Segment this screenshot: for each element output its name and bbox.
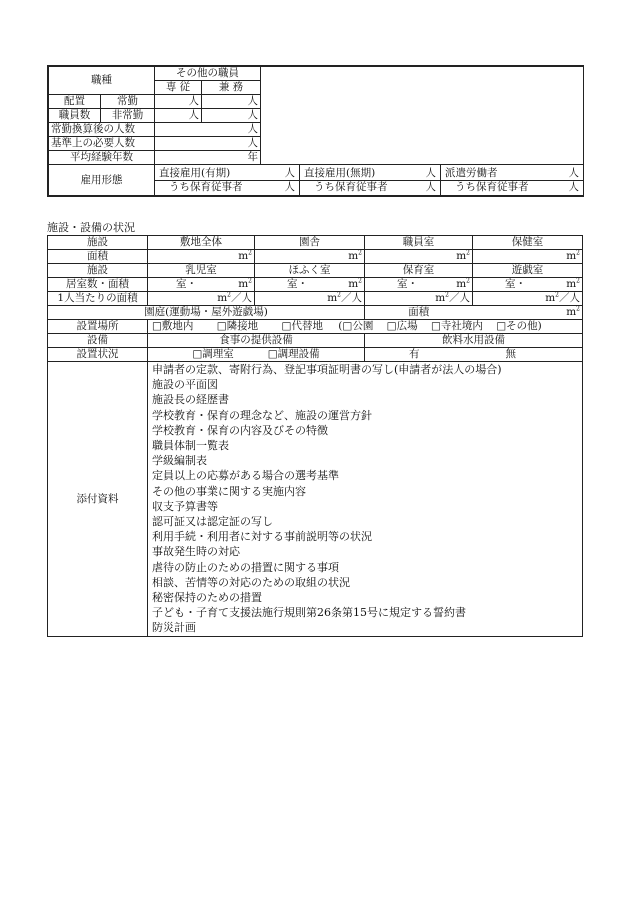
infant-room-count-field[interactable]: 室・ $m^2$ (148, 278, 255, 292)
attachment-item: 施設の平面図 (152, 378, 218, 392)
shokuinsu-label: 職員数 (49, 109, 101, 123)
hijokin-senju-field[interactable]: 人 (155, 109, 202, 123)
hijokin-kenmu-field[interactable]: 人 (202, 109, 261, 123)
dispatch-label: 派遣労働者 (445, 166, 498, 179)
infant-per-person-field[interactable]: $m^2/$人 (148, 292, 255, 306)
status-label: 設置状況 (48, 348, 148, 362)
garden-area-field[interactable]: $m^2$ (473, 306, 583, 320)
garden-label: 園庭(運動場・屋外遊戯場) (48, 306, 365, 320)
required-field[interactable]: 人 (155, 137, 261, 151)
attachment-item: 認可証又は認定証の写し (152, 515, 273, 529)
attachments-label: 添付資料 (48, 362, 148, 637)
direct-unfixed-unit[interactable]: 人 (425, 166, 436, 179)
facilities-table (47, 235, 583, 637)
attachment-item: 学校教育・保育の理念など、施設の運営方針 (152, 408, 372, 422)
loc-shrine-checkbox[interactable]: □寺社境内 (430, 320, 483, 332)
attachment-item: 事故発生時の対応 (152, 545, 240, 559)
attachment-item: 利用手続・利用者に対する事前説明等の状況 (152, 530, 372, 544)
attachment-item: 施設長の経歴書 (152, 393, 229, 407)
converted-label: 常勤換算後の人数 (49, 123, 155, 137)
per-person-area-label: 1人当たりの面積 (48, 292, 148, 306)
attachment-item: 学級編制表 (152, 454, 207, 468)
location-options (148, 320, 583, 334)
direct-unfixed-childcare-label: うち保育従事者 (314, 180, 388, 193)
facilities-title: 施設・設備の状況 (47, 221, 135, 234)
direct-unfixed-childcare-unit[interactable]: 人 (425, 180, 436, 193)
meal-equipment-header: 食事の提供設備 (148, 334, 365, 348)
converted-field[interactable]: 人 (155, 123, 261, 137)
kenmu-header: 兼 務 (202, 81, 261, 95)
area-label: 面積 (48, 250, 148, 264)
building-area-field[interactable]: $m^2$ (255, 250, 365, 264)
health-room-header: 保健室 (473, 236, 583, 250)
staff-room-header: 職員室 (365, 236, 473, 250)
water-status-options (365, 348, 583, 362)
nursery-per-person-field[interactable]: $m^2/$人 (365, 292, 473, 306)
direct-fixed-label: 直接雇用(有期) (159, 166, 231, 179)
attachment-item: 定員以上の応募がある場合の選考基準 (152, 469, 339, 483)
loc-plaza-checkbox[interactable]: □広場 (386, 320, 418, 332)
other-staff-header: その他の職員 (155, 67, 261, 81)
loc-other-checkbox[interactable]: □その他) (496, 320, 542, 332)
location-label: 設置場所 (48, 320, 148, 334)
required-label: 基準上の必要人数 (49, 137, 155, 151)
attachment-item: 職員体制一覧表 (152, 439, 229, 453)
loc-on-site-checkbox[interactable]: □敷地内 (152, 320, 194, 332)
staff-table (47, 65, 584, 197)
attachment-item: 相談、苦情等の対応のための取組の状況 (152, 575, 350, 589)
attachment-item: 秘密保持のための措置 (152, 591, 262, 605)
play-room-header: 遊戯室 (473, 264, 583, 278)
site-total-header: 敷地全体 (148, 236, 255, 250)
employment-table (48, 164, 584, 196)
shokushu-label: 職種 (49, 67, 155, 95)
attachment-item: 学校教育・保育の内容及びその特徴 (152, 423, 328, 437)
equipment-label: 設備 (48, 334, 148, 348)
cooking-equip-checkbox[interactable]: □調理設備 (267, 348, 320, 360)
direct-fixed-unit[interactable]: 人 (284, 166, 295, 179)
crawl-room-header: ほふく室 (255, 264, 365, 278)
hijokin-label: 非常勤 (101, 109, 155, 123)
crawl-per-person-field[interactable]: $m^2/$人 (255, 292, 365, 306)
room-count-area-label: 居室数・面積 (48, 278, 148, 292)
nursery-room-count-field[interactable]: 室・ $m^2$ (365, 278, 473, 292)
attachment-item: 子ども・子育て支援法施行規則第26条第15号に規定する誓約書 (152, 606, 466, 620)
blank-area (261, 67, 584, 165)
attachments-list (148, 362, 583, 637)
water-no-option[interactable]: 無 (505, 348, 516, 360)
loc-alternative-checkbox[interactable]: □代替地 (281, 320, 323, 332)
haichi-label: 配置 (49, 95, 101, 109)
direct-fixed-childcare-label: うち保育従事者 (169, 180, 243, 193)
direct-fixed-childcare-unit[interactable]: 人 (284, 180, 295, 193)
attachment-item: 虐待の防止のための措置に関する事項 (152, 560, 339, 574)
infant-room-header: 乳児室 (148, 264, 255, 278)
jokin-senju-field[interactable]: 人 (155, 95, 202, 109)
loc-park-checkbox[interactable]: (□公園 (338, 320, 374, 332)
play-per-person-field[interactable]: $m^2/$人 (473, 292, 583, 306)
water-yes-option[interactable]: 有 (409, 348, 420, 360)
jokin-label: 常勤 (101, 95, 155, 109)
shisetsu-label: 施設 (48, 236, 148, 250)
water-equipment-header: 飲料水用設備 (365, 334, 583, 348)
attachment-item: その他の事業に関する実施内容 (152, 484, 306, 498)
attachment-item: 収支予算書等 (152, 499, 218, 513)
avg-years-field[interactable]: 年 (155, 151, 261, 165)
dispatch-childcare-label: うち保育従事者 (455, 180, 529, 193)
garden-area-label: 面積 (365, 306, 473, 320)
staff-count-table (48, 66, 584, 165)
play-room-count-field[interactable]: 室・ $m^2$ (473, 278, 583, 292)
dispatch-unit[interactable]: 人 (568, 166, 579, 179)
attachment-item: 申請者の定款、寄附行為、登記事項証明書の写し(申請者が法人の場合) (152, 363, 502, 376)
direct-fixed-cell (155, 165, 300, 196)
cooking-room-checkbox[interactable]: □調理室 (192, 348, 234, 360)
senju-header: 専 従 (155, 81, 202, 95)
jokin-kenmu-field[interactable]: 人 (202, 95, 261, 109)
crawl-room-count-field[interactable]: 室・ $m^2$ (255, 278, 365, 292)
nursery-room-header: 保育室 (365, 264, 473, 278)
avg-years-label: 平均経験年数 (49, 151, 155, 165)
attachment-item: 防災計画 (152, 621, 196, 635)
meal-status-options (148, 348, 365, 362)
employment-label: 雇用形態 (49, 165, 155, 196)
dispatch-childcare-unit[interactable]: 人 (568, 180, 579, 193)
loc-adjacent-checkbox[interactable]: □隣接地 (216, 320, 259, 332)
staff-room-area-field[interactable]: $m^2$ (365, 250, 473, 264)
site-total-area-field[interactable]: $m^2$ (148, 250, 255, 264)
building-header: 園舎 (255, 236, 365, 250)
dispatch-cell (441, 165, 584, 196)
direct-unfixed-cell (300, 165, 441, 196)
direct-unfixed-label: 直接雇用(無期) (304, 166, 376, 179)
shisetsu-label-2: 施設 (48, 264, 148, 278)
health-room-area-field[interactable]: $m^2$ (473, 250, 583, 264)
